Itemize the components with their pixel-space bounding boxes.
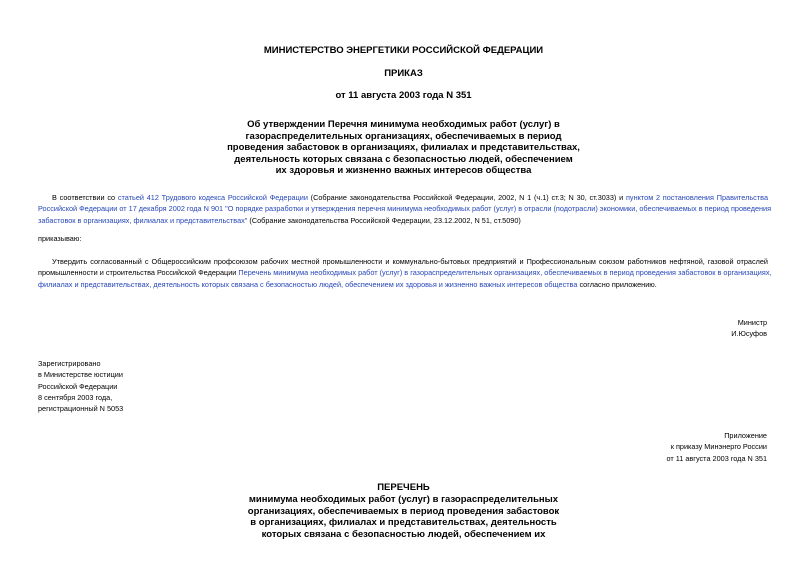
signature-position: Министр [737,318,767,327]
title-line: Об утверждении Перечня минимума необходимых работ (услуг) в [247,119,560,130]
title-line: проведения забастовок в организациях, филиалах и представительствах, [227,142,580,153]
signature-name: И.Юсуфов [731,329,767,339]
paragraph-line [38,267,772,278]
paragraph-line [38,279,768,290]
intro-paragraph [38,192,772,226]
link-labor-code-article-412[interactable]: статьей 412 Трудового кодекса Российской Федерации [117,193,308,202]
text-run: согласно приложению. [577,279,657,289]
link-government-decree-901-end[interactable]: забастовок в организациях, филиалах и представительствах" [38,215,248,225]
text-run: (Собрание законодательства Российской Федерации, 23.12.2002, N 51, ст.5090) [247,215,521,225]
list-title-line: организациях, обеспечиваемых в период проведения забастовок [247,505,560,517]
title-line: газораспределительных организациях, обеспечиваемых в период [245,130,562,142]
appendix-line: от 11 августа 2003 года N 351 [666,453,767,463]
list-title [0,494,807,540]
text-run: промышленности и строительства Российской Федерации [38,268,239,278]
list-title-line: в организациях, филиалах и представительствах, деятельность [250,517,557,528]
appendix-line: Приложение [724,431,767,440]
paragraph-line: Утвердить согласованный с Общероссийским профсоюзом рабочих местной промышленности и коммунально-бытовых предприятий и Профессиональным союзом работников нефтяной, газовой отраслей [52,257,768,266]
ministry-heading: МИНИСТЕРСТВО ЭНЕРГЕТИКИ РОССИЙСКОЙ ФЕДЕРАЦИИ [263,45,544,56]
doc-date-number: от 11 августа 2003 года N 351 [335,90,472,101]
list-heading: ПЕРЕЧЕНЬ [377,482,430,493]
link-government-decree-901-cont[interactable]: Российской Федерации от 17 декабря 2002 года N 901 "О порядке разработки и утверждения перечня минимума необходимых работ (услуг) в отрасли (подотрасли) экономики, обеспечиваемых в период проведения [38,204,772,214]
link-government-decree-901[interactable]: пунктом 2 постановления Правительства [625,193,768,202]
text-run: В соответствии со [52,193,118,202]
title-line: их здоровья и жизненно важных интересов общества [275,165,532,176]
paragraph-line [38,215,768,226]
text-run: (Собрание законодательства Российской Федерации, 2002, N 1 (ч.1) ст.3; N 30, ст.3033) и [307,193,626,202]
doc-type-heading: ПРИКАЗ [384,68,423,79]
appendix-line: к приказу Минэнерго России [670,442,767,452]
order-word: приказываю: [38,234,82,243]
signature-block [731,317,767,340]
registration-line: Зарегистрировано [38,359,101,368]
approve-paragraph [38,256,772,290]
registration-block [38,358,123,414]
appendix-block [667,430,768,464]
title-line: деятельность которых связана с безопасностью людей, обеспечением [234,153,573,165]
registration-line: регистрационный N 5053 [38,404,124,414]
paragraph-line [38,192,768,203]
order-title [0,119,807,177]
registration-line: 8 сентября 2003 года, [38,392,113,402]
link-list-of-works-cont[interactable]: филиалах и представительствах, деятельность которых связана с безопасностью людей, обеспечением их здоровья и жизненно важных интересов общества [38,279,578,289]
list-title-line: минимума необходимых работ (услуг) в газораспределительных [248,494,559,505]
list-title-line: которых связана с безопасностью людей, обеспечением их [261,528,546,540]
link-list-of-works[interactable]: Перечень минимума необходимых работ (услуг) в газораспределительных организациях, обеспечиваемых в период проведения забастовок в организациях, [238,268,772,278]
registration-line: в Министерстве юстиции [38,370,123,380]
registration-line: Российской Федерации [38,381,118,391]
paragraph-line [38,203,772,214]
